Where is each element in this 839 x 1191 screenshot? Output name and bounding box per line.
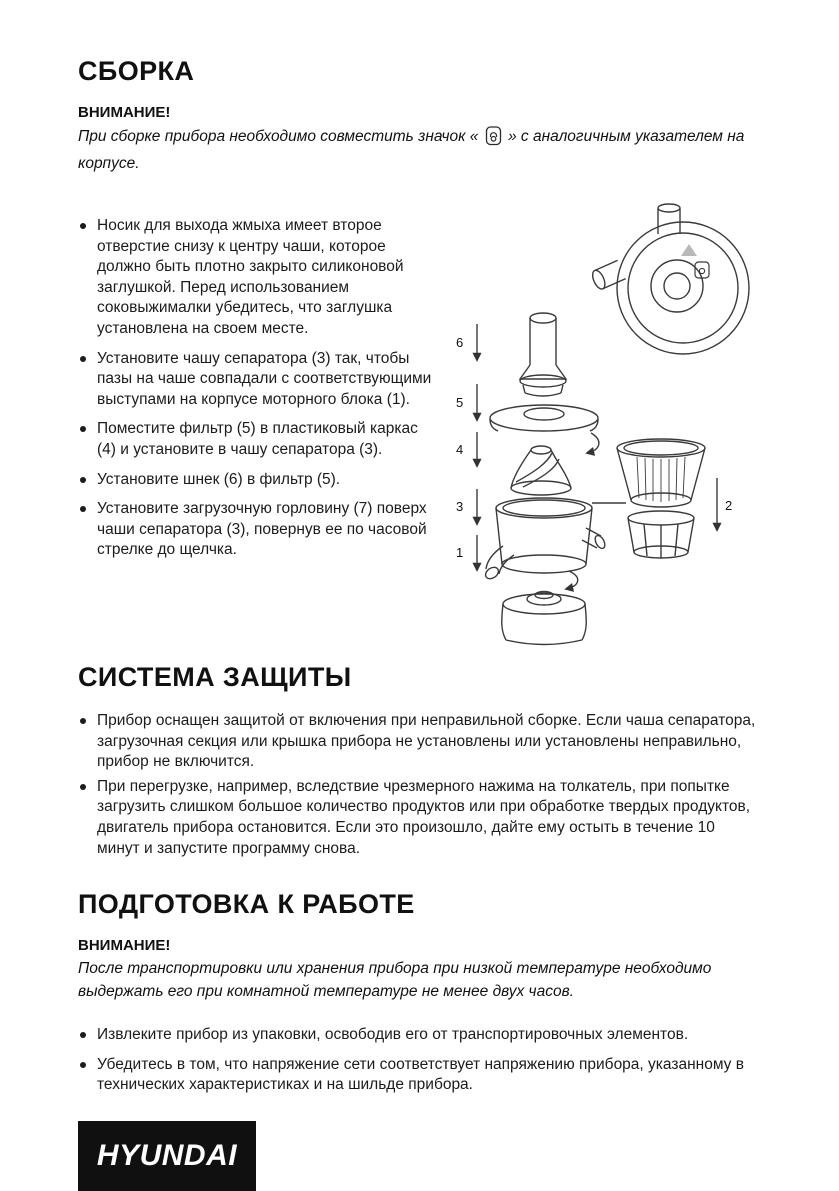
feed-tube bbox=[520, 313, 566, 396]
juicer-top-view bbox=[590, 204, 749, 354]
bullet-item: При перегрузке, например, вследствие чрезмерного нажима на толкатель, при попытке загрузить слишком большое количество продуктов или при обработке твердых продуктов, двигатель прибора остановится. Если это произошло, дайте ему остыть в течение 10 минут и запустите программу снова. bbox=[78, 777, 761, 859]
preparation-warning-label: ВНИМАНИЕ! bbox=[78, 937, 171, 955]
lock-icon bbox=[485, 125, 502, 153]
preparation-title: ПОДГОТОВКА К РАБОТЕ bbox=[78, 889, 415, 920]
part-number-6: 6 bbox=[456, 334, 464, 350]
filter bbox=[617, 439, 705, 507]
motor-base bbox=[502, 591, 586, 644]
bullet-item: Носик для выхода жмыха имеет второе отверстие снизу к центру чаши, которое должно быть плотно закрыто силиконовой заглушкой. Перед использованием соковыжималки убедитесь, что заглушка установлена на своем месте. bbox=[78, 216, 441, 340]
exploded-diagram bbox=[441, 206, 761, 648]
protection-title: СИСТЕМА ЗАЩИТЫ bbox=[78, 661, 352, 692]
assembly-steps bbox=[78, 206, 441, 648]
part-number-2: 2 bbox=[725, 497, 733, 513]
section-protection bbox=[78, 662, 761, 859]
part-number-1: 1 bbox=[456, 544, 464, 560]
bullet-item: Установите шнек (6) в фильтр (5). bbox=[78, 470, 441, 491]
rotate-arrow bbox=[587, 433, 599, 453]
bullet-item: Установите загрузочную горловину (7) поверх чаши сепаратора (3), повернув ее по часовой стрелке до щелчка. bbox=[78, 499, 441, 561]
assembly-warning-label: ВНИМАНИЕ! bbox=[78, 104, 171, 121]
part-number-4: 4 bbox=[456, 441, 464, 457]
preparation-warning-text: После транспортировки или хранения прибора при низкой температуре необходимо выдержать его при комнатной температуре не менее двух часов. bbox=[78, 960, 712, 1000]
bullet-item: Извлеките прибор из упаковки, освободив его от транспортировочных элементов. bbox=[78, 1025, 761, 1046]
auger bbox=[511, 446, 571, 495]
section-assembly bbox=[78, 56, 761, 648]
bullet-item: Прибор оснащен защитой от включения при неправильной сборке. Если чаша сепаратора, загрузочная секция или крышка прибора не установлены или установлены неправильно, прибор не включится. bbox=[78, 711, 761, 773]
warning-text-after: » с аналогичным указателем на корпусе. bbox=[78, 128, 745, 173]
lid-spout bbox=[590, 260, 626, 290]
rotate-arrow bbox=[566, 571, 578, 589]
bullet-item: Поместите фильтр (5) в пластиковый каркас (4) и установите в чашу сепаратора (3). bbox=[78, 419, 441, 460]
juicer-exploded-view-svg bbox=[441, 200, 761, 648]
assembly-columns bbox=[78, 206, 761, 648]
part-number-3: 3 bbox=[456, 498, 464, 514]
warning-text-before: При сборке прибора необходимо совместить значок « bbox=[78, 128, 479, 145]
assembly-warning-text bbox=[78, 125, 761, 176]
separator-bowl bbox=[483, 498, 606, 589]
bullet-item: Убедитесь в том, что напряжение сети соответствует напряжению прибора, указанному в технических характеристиках и на шильде прибора. bbox=[78, 1055, 761, 1096]
hyundai-logo-text: HYUNDAI bbox=[96, 1139, 238, 1172]
section-preparation bbox=[78, 889, 761, 1096]
bullet-item: Установите чашу сепаратора (3) так, чтобы пазы на чаше совпадали с соответствующими выступами на корпусе моторного блока (1). bbox=[78, 349, 441, 411]
filter-frame bbox=[628, 511, 694, 558]
assembly-title: СБОРКА bbox=[78, 56, 195, 86]
juice-spout bbox=[582, 528, 601, 548]
part-number-5: 5 bbox=[456, 394, 464, 410]
hyundai-logo bbox=[78, 1121, 256, 1191]
